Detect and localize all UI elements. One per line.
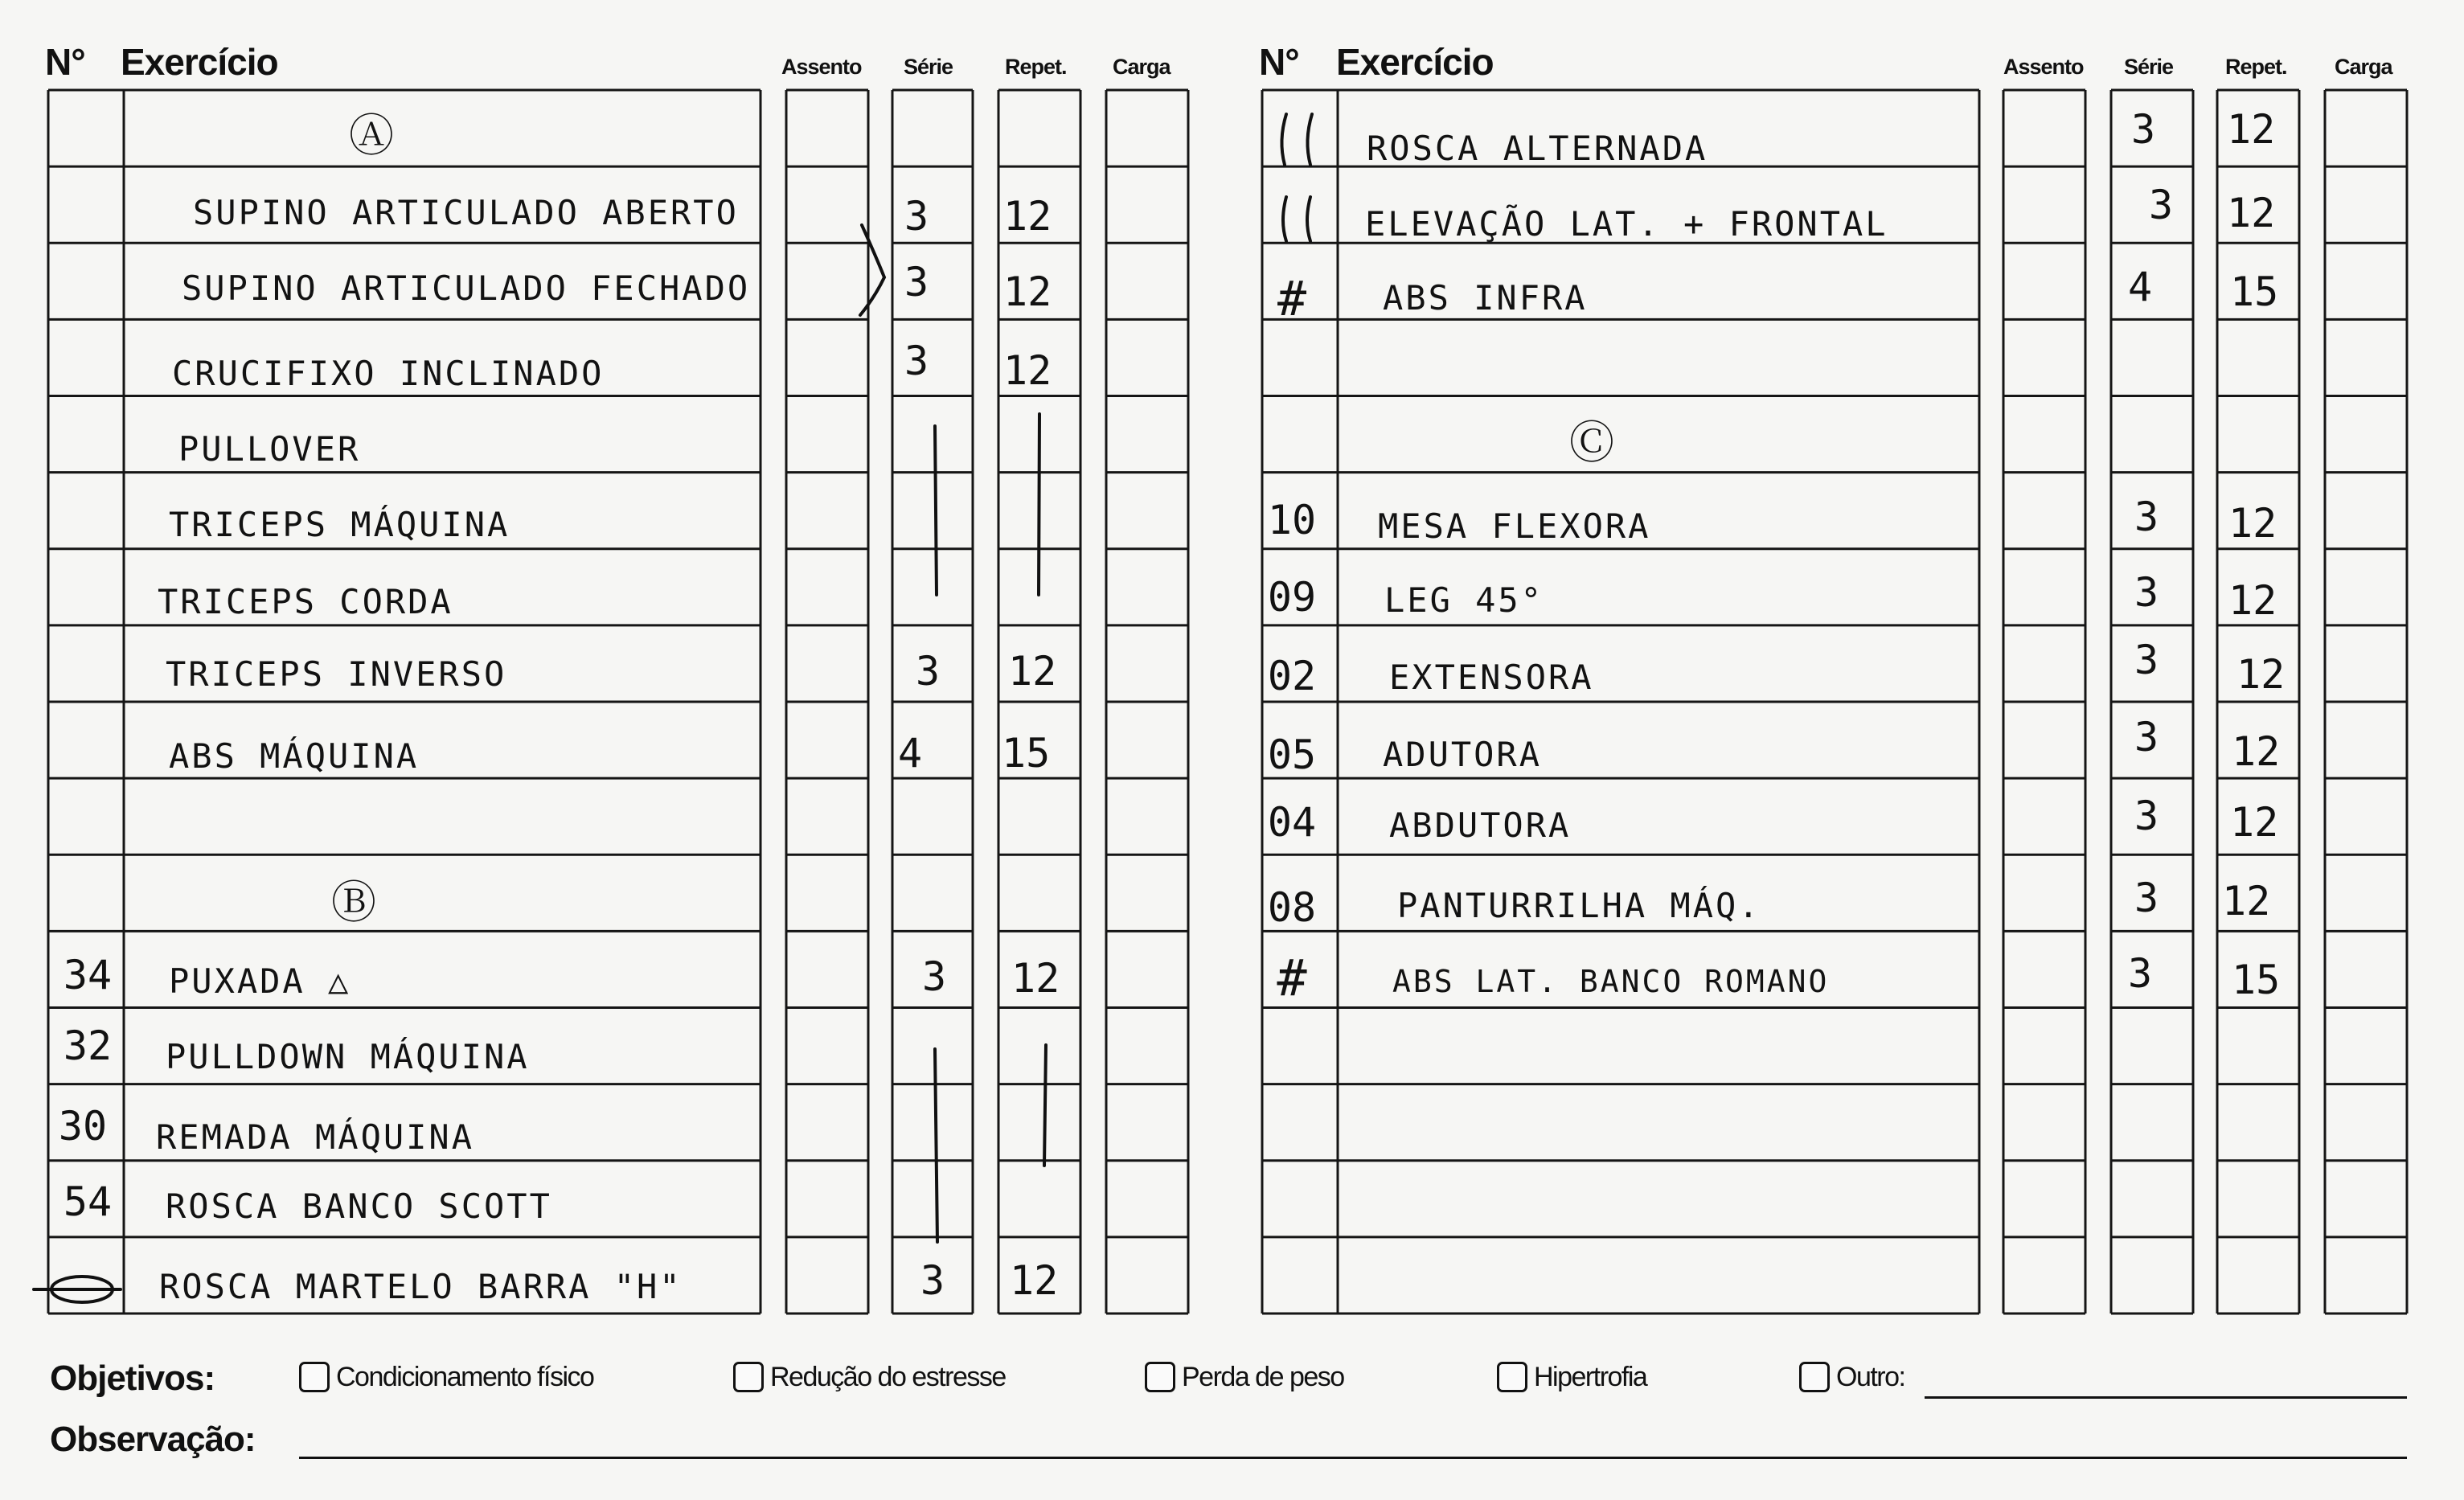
table-row-exercise: TRICEPS MÁQUINA (169, 505, 510, 544)
other-input-line[interactable] (1925, 1396, 2407, 1399)
table-row-series: 3 (904, 259, 929, 305)
left-header-num: N° (45, 41, 85, 83)
table-row-num: # (1277, 949, 1307, 1007)
table-row-series: 3 (920, 1257, 945, 1304)
objective-option-label: Perda de peso (1182, 1361, 1344, 1392)
table-row-exercise: PULLOVER (178, 429, 361, 469)
table-row-exercise: LEG 45° (1384, 580, 1544, 620)
table-row-reps: 12 (1003, 268, 1052, 315)
table-row-reps: 12 (2227, 106, 2276, 153)
left-header-series: Série (904, 55, 953, 79)
table-row-exercise: SUPINO ARTICULADO FECHADO (182, 268, 751, 308)
table-row-exercise: MESA FLEXORA (1378, 506, 1651, 546)
table-row-reps: 12 (1003, 193, 1052, 240)
right-header-exercise: Exercício (1336, 41, 1494, 83)
table-row-series: 3 (2134, 637, 2159, 683)
right-header-load: Carga (2335, 55, 2392, 79)
section-label-a: Ⓐ (349, 110, 394, 162)
table-row-reps: 12 (2227, 190, 2276, 236)
table-row-num: 04 (1267, 799, 1317, 846)
observation-input-line[interactable] (299, 1457, 2407, 1459)
table-row-num: 02 (1267, 653, 1317, 699)
table-row-exercise: ABS LAT. BANCO ROMANO (1392, 964, 1830, 999)
section-label-c: Ⓒ (1569, 417, 1614, 469)
table-row-num: 34 (63, 952, 113, 998)
table-row-exercise: ABS MÁQUINA (169, 736, 420, 776)
table-row-num: 09 (1267, 574, 1317, 621)
table-row-reps: 15 (2230, 268, 2279, 315)
objective-option[interactable] (1799, 1359, 1904, 1395)
table-row-num: 10 (1267, 497, 1317, 543)
table-row-num: 30 (58, 1103, 108, 1150)
table-row-exercise: SUPINO ARTICULADO ABERTO (193, 193, 739, 232)
table-row-reps: 15 (1002, 730, 1051, 777)
table-row-exercise: TRICEPS CORDA (158, 582, 453, 621)
right-header-reps: Repet. (2225, 55, 2287, 79)
table-row-series: 3 (2134, 569, 2159, 616)
table-row-series: 3 (2127, 950, 2153, 997)
table-row-series: 4 (897, 730, 923, 777)
objective-option-label: Outro: (1836, 1361, 1905, 1392)
table-row-exercise: PULLDOWN MÁQUINA (166, 1037, 530, 1076)
table-row-exercise: ROSCA MARTELO BARRA "H" (159, 1267, 683, 1306)
table-row-series: 3 (2148, 182, 2174, 228)
table-row-num: 54 (63, 1178, 113, 1225)
table-row-num: 32 (63, 1023, 113, 1069)
table-row-series: 3 (904, 193, 929, 240)
table-row-num: # (1277, 271, 1307, 327)
left-header-load: Carga (1113, 55, 1171, 79)
row-mark (1281, 114, 1312, 165)
table-row-reps: 15 (2232, 957, 2281, 1003)
checkbox[interactable] (733, 1362, 764, 1392)
table-row-reps: 12 (1008, 648, 1057, 695)
right-header-seat: Assento (2003, 55, 2084, 79)
objective-option[interactable] (1497, 1359, 1646, 1395)
checkbox[interactable] (1145, 1362, 1175, 1392)
observation-label: Observação: (50, 1420, 256, 1459)
table-row-reps: 12 (2232, 728, 2281, 775)
checkbox[interactable] (299, 1362, 330, 1392)
table-row-reps: 12 (1010, 1257, 1059, 1304)
left-header-exercise: Exercício (121, 41, 278, 83)
table-row-exercise: ROSCA ALTERNADA (1367, 129, 1708, 168)
table-row-exercise: ADUTORA (1383, 735, 1543, 774)
table-row-reps: 12 (1003, 347, 1052, 394)
left-header-seat: Assento (781, 55, 862, 79)
objective-option-label: Hipertrofia (1534, 1361, 1647, 1392)
table-row-series: 3 (2134, 494, 2159, 540)
table-row-exercise: ABS INFRA (1383, 278, 1588, 318)
table-row-reps: 12 (2236, 651, 2286, 698)
objective-option[interactable] (733, 1359, 1006, 1395)
objective-option-label: Redução do estresse (770, 1361, 1006, 1392)
table-row-series: 3 (915, 648, 941, 695)
right-header-series: Série (2124, 55, 2174, 79)
table-row-series: 3 (2134, 793, 2159, 839)
table-row-exercise: PANTURRILHA MÁQ. (1397, 886, 1761, 925)
table-row-series: 3 (921, 953, 947, 1000)
table-row-exercise: REMADA MÁQUINA (156, 1117, 475, 1157)
table-row-series: 3 (904, 338, 929, 384)
table-row-exercise: PUXADA △ (169, 961, 351, 1001)
reps-continuation-line (1044, 1045, 1046, 1166)
objective-option[interactable] (1145, 1359, 1344, 1395)
table-row-series: 3 (2130, 106, 2156, 153)
table-row-reps: 12 (2228, 577, 2277, 624)
table-row-series: 3 (2134, 714, 2159, 760)
series-continuation-line (935, 1049, 937, 1242)
table-row-reps: 12 (2222, 878, 2271, 924)
table-row-num: 08 (1267, 884, 1317, 931)
table-row-series: 3 (2134, 875, 2159, 921)
table-row-reps: 12 (2230, 799, 2279, 846)
table-row-exercise: ELEVAÇÃO LAT. + FRONTAL (1365, 204, 1888, 244)
table-row-exercise: EXTENSORA (1389, 658, 1594, 697)
table-row-exercise: TRICEPS INVERSO (166, 654, 507, 694)
table-row-reps: 12 (1011, 955, 1060, 1002)
table-row-num: 05 (1267, 732, 1317, 778)
bracket-mark (860, 225, 884, 315)
table-row-series: 4 (2127, 264, 2153, 310)
section-label-b: Ⓑ (331, 877, 376, 929)
series-continuation-line (935, 426, 937, 595)
left-header-reps: Repet. (1005, 55, 1067, 79)
objective-option[interactable] (299, 1359, 593, 1395)
table-row-exercise: CRUCIFIXO INCLINADO (172, 354, 605, 393)
row-mark (1283, 197, 1310, 241)
table-row-exercise: ABDUTORA (1389, 805, 1572, 845)
checkbox[interactable] (1497, 1362, 1527, 1392)
objective-option-label: Condicionamento físico (336, 1361, 594, 1392)
table-row-reps: 12 (2228, 500, 2277, 547)
right-header-num: N° (1259, 41, 1299, 83)
table-row-exercise: ROSCA BANCO SCOTT (166, 1186, 552, 1226)
checkbox[interactable] (1799, 1362, 1830, 1392)
objectives-label: Objetivos: (50, 1359, 215, 1398)
